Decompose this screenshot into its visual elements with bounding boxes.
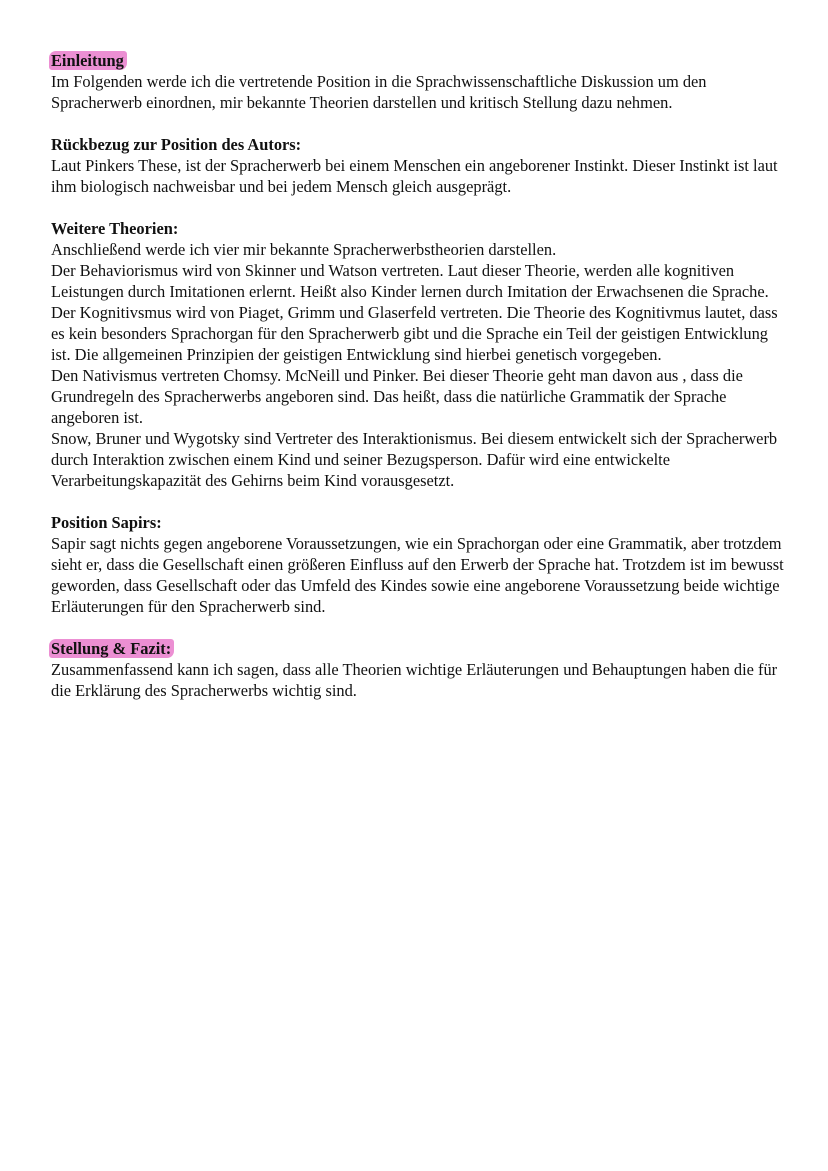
paragraph-kognitivismus: Der Kognitivsmus wird von Piaget, Grimm und Glaserfeld vertreten. Die Theorie des Kognitivmus lautet, dass es kein besonders Sprachorgan für den Spracherwerb gibt und die Sprache ein Teil der geistigen Entwicklung ist. Die allgemeinen Prinzipien der geistigen Entwicklung sind hierbei genetisch vorgegeben. <box>51 303 778 364</box>
section-stellung-fazit <box>51 638 791 701</box>
paragraph: Zusammenfassend kann ich sagen, dass alle Theorien wichtige Erläuterungen und Behauptungen haben die für die Erklärung des Spracherwerbs wichtig sind. <box>51 660 778 700</box>
paragraph: Laut Pinkers These, ist der Spracherwerb bei einem Menschen ein angeborener Instinkt. Dieser Instinkt ist laut ihm biologisch nachweisbar und bei jedem Mensch gleich ausgeprägt. <box>51 156 778 196</box>
heading-highlight: Einleitung <box>49 51 127 70</box>
section-rueckbezug <box>51 134 791 197</box>
document-page <box>51 50 791 722</box>
section-heading <box>51 638 791 659</box>
paragraph: Im Folgenden werde ich die vertretende Position in die Sprachwissenschaftliche Diskussion um den Spracherwerb einordnen, mir bekannte Theorien darstellen und kritisch Stellung dazu nehmen. <box>51 72 707 112</box>
section-position-sapirs <box>51 512 791 617</box>
paragraph: Anschließend werde ich vier mir bekannte Spracherwerbstheorien darstellen. <box>51 240 557 259</box>
section-einleitung <box>51 50 791 113</box>
section-weitere-theorien <box>51 218 791 491</box>
paragraph-interaktionismus: Snow, Bruner und Wygotsky sind Vertreter des Interaktionismus. Bei diesem entwickelt sich der Spracherwerb durch Interaktion zwischen einem Kind und seiner Bezugsperson. Dafür wird eine entwickelte Verarbeitungskapazität des Gehirns beim Kind vorausgesetzt. <box>51 429 778 490</box>
section-heading: Position Sapirs: <box>51 513 162 532</box>
heading-highlight: Stellung & Fazit: <box>49 639 174 658</box>
section-heading: Weitere Theorien: <box>51 219 179 238</box>
paragraph: Sapir sagt nichts gegen angeborene Voraussetzungen, wie ein Sprachorgan oder eine Grammatik, aber trotzdem sieht er, dass die Gesellschaft einen größeren Einfluss auf den Erwerb der Sprache hat. Trotzdem ist im bewusst geworden, dass Gesellschaft oder das Umfeld des Kindes sowie eine angeborene Voraussetzung beide wichtige Erläuterungen für den Spracherwerb sind. <box>51 534 784 616</box>
section-heading: Rückbezug zur Position des Autors: <box>51 135 302 154</box>
paragraph-behaviorismus: Der Behaviorismus wird von Skinner und Watson vertreten. Laut dieser Theorie, werden alle kognitiven Leistungen durch Imitationen erlernt. Heißt also Kinder lernen durch Imitation der Erwachsenen die Sprache. <box>51 261 769 301</box>
paragraph-nativismus: Den Nativismus vertreten Chomsy. McNeill und Pinker. Bei dieser Theorie geht man davon aus , dass die Grundregeln des Spracherwerbs angeboren sind. Das heißt, dass die natürliche Grammatik der Sprache angeboren ist. <box>51 366 743 427</box>
section-heading <box>51 50 791 71</box>
